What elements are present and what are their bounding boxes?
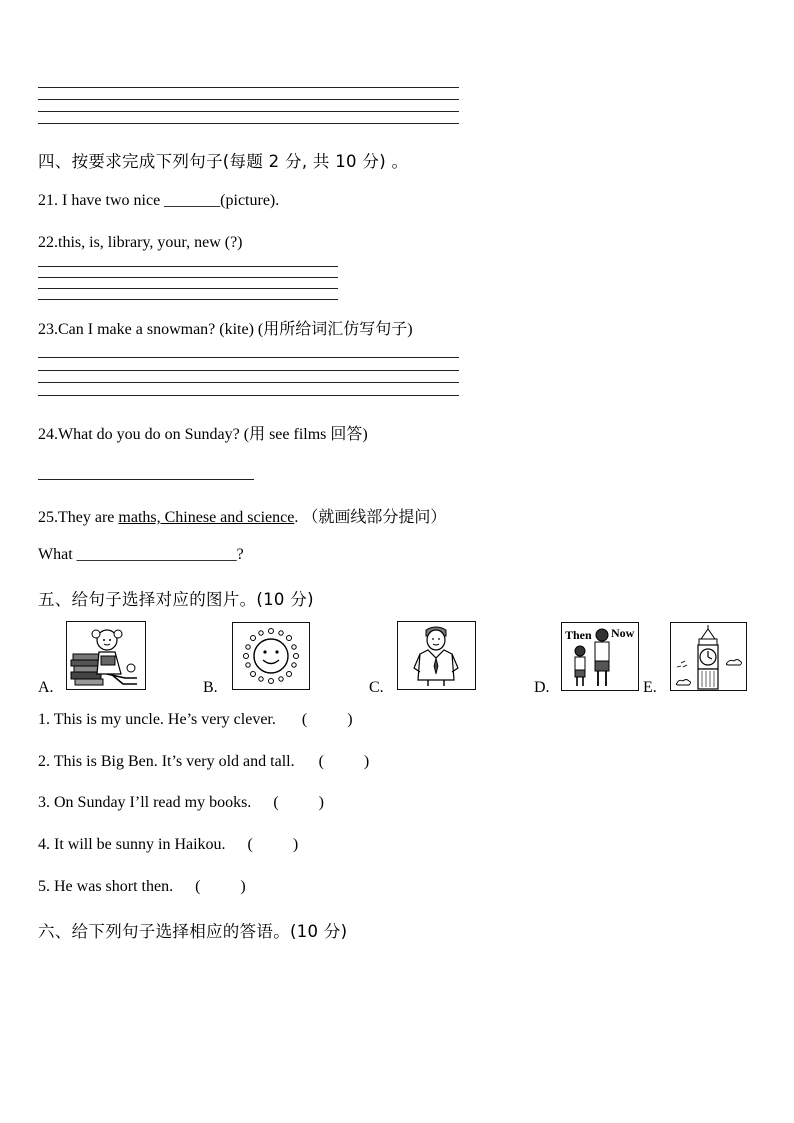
answer-line: [38, 299, 338, 300]
answer-line: [38, 288, 338, 289]
answer-line: [38, 479, 254, 480]
section-5-heading: 五、给句子选择对应的图片。(10 分): [38, 590, 314, 609]
match-item-2-answer[interactable]: ( ): [318, 753, 370, 770]
now-caption: Now: [611, 626, 635, 640]
question-22: 22.this, is, library, your, new (?): [38, 234, 243, 251]
match-item-5-answer[interactable]: ( ): [195, 878, 246, 895]
match-item-1: [38, 711, 353, 729]
answer-line: [38, 370, 459, 371]
question-21: 21. I have two nice _______(picture).: [38, 192, 280, 209]
question-25-answer: What ____________________?: [38, 546, 244, 563]
match-item-5-text: 5. He was short then.: [38, 878, 174, 895]
match-item-4: [38, 836, 298, 854]
answer-line: [38, 87, 459, 88]
question-25: [38, 504, 446, 527]
section-4-heading: 四、按要求完成下列句子(每题 2 分, 共 10 分) 。: [38, 152, 409, 171]
man-in-suit-icon: [397, 621, 476, 690]
girl-reading-books-icon: [66, 621, 146, 690]
answer-line: [38, 357, 459, 358]
question-25-prefix: 25.They are: [38, 509, 119, 526]
match-item-4-answer[interactable]: ( ): [247, 836, 299, 853]
option-letter-d: D.: [534, 679, 550, 696]
match-item-4-text: 4. It will be sunny in Haikou.: [38, 836, 226, 853]
smiling-sun-icon: [232, 622, 310, 690]
option-letter-e: E.: [643, 679, 657, 696]
question-25-underlined: maths, Chinese and science: [118, 509, 295, 526]
answer-line: [38, 99, 459, 100]
then-caption: Then: [565, 628, 592, 642]
option-letter-c: C.: [369, 679, 384, 696]
section-6-heading: 六、给下列句子选择相应的答语。(10 分): [38, 922, 348, 941]
boy-then-now-icon: [561, 622, 639, 691]
match-item-3-text: 3. On Sunday I’ll read my books.: [38, 794, 252, 811]
big-ben-clock-tower-icon: [670, 622, 747, 691]
option-letter-b: B.: [203, 679, 218, 696]
match-item-2: [38, 753, 369, 771]
match-item-2-text: 2. This is Big Ben. It’s very old and tall.: [38, 753, 295, 770]
option-letter-a: A.: [38, 679, 54, 696]
match-item-3-answer[interactable]: ( ): [273, 794, 324, 811]
answer-line: [38, 277, 338, 278]
answer-line: [38, 111, 459, 112]
answer-line: [38, 395, 459, 396]
question-24: 24.What do you do on Sunday? (用 see films 回答): [38, 426, 368, 443]
question-23: 23.Can I make a snowman? (kite) (用所给词汇仿写句子): [38, 321, 413, 338]
answer-line: [38, 123, 459, 124]
match-item-3: [38, 794, 324, 812]
match-item-1-text: 1. This is my uncle. He’s very clever.: [38, 711, 276, 728]
match-item-1-answer[interactable]: ( ): [301, 711, 353, 728]
match-item-5: [38, 878, 246, 896]
question-25-suffix: . （就画线部分提问）: [294, 509, 447, 526]
answer-line: [38, 266, 338, 267]
answer-line: [38, 382, 459, 383]
